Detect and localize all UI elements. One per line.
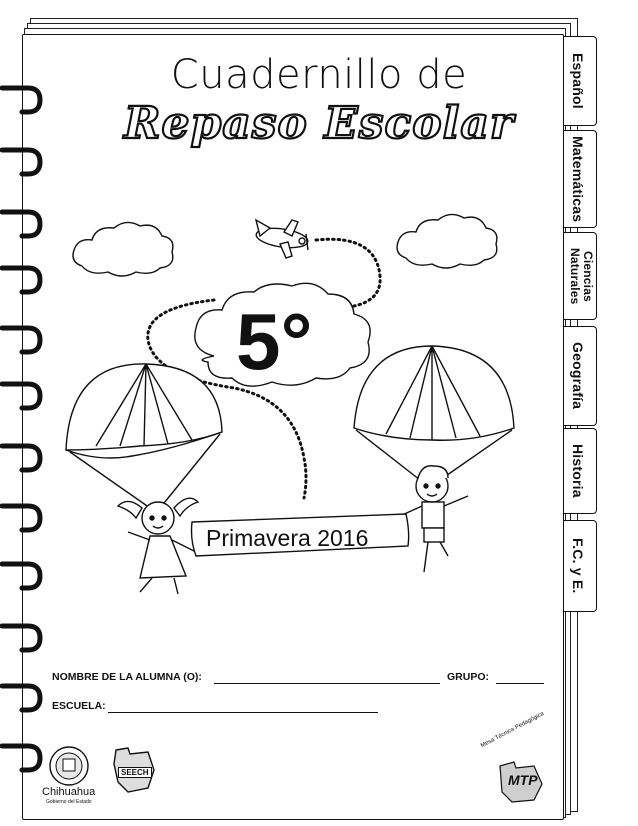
group-field[interactable]: [496, 683, 544, 684]
group-label: GRUPO:: [447, 671, 489, 683]
title-line2: Repaso Escolar: [123, 98, 515, 149]
cloud-right: [397, 214, 497, 268]
parachute-right: [354, 346, 514, 480]
grade-number: 5°: [236, 297, 313, 386]
chihuahua-logo-subtext: Gobierno del Estado: [46, 799, 92, 805]
tab-matematicas[interactable]: Matemáticas: [560, 130, 597, 228]
tab-ciencias-naturales[interactable]: Ciencias Naturales: [560, 232, 597, 320]
name-label: NOMBRE DE LA ALUMNA (O):: [52, 671, 202, 683]
tab-fcye[interactable]: F.C. y E.: [560, 520, 597, 612]
chihuahua-logo-text: Chihuahua: [42, 786, 96, 798]
girl-figure: [118, 498, 198, 594]
tab-espanol[interactable]: Español: [560, 36, 597, 126]
cloud-left: [73, 222, 173, 276]
tab-historia[interactable]: Historia: [560, 428, 597, 514]
mtp-logo-text: MTP: [508, 772, 538, 788]
banner-text: Primavera 2016: [206, 525, 369, 551]
seech-logo-text: SEECH: [118, 767, 152, 778]
school-label: ESCUELA:: [52, 700, 106, 712]
tab-geografia[interactable]: Geografía: [560, 326, 597, 426]
airplane: [255, 220, 309, 258]
title-line1: Cuadernillo de: [170, 52, 468, 98]
parachute-left: [66, 364, 222, 508]
chihuahua-logo: [44, 744, 94, 788]
name-field[interactable]: [214, 683, 440, 684]
school-field[interactable]: [108, 712, 378, 713]
boy-figure: [400, 466, 468, 572]
mtp-logo-arc-text: Mesa Técnica Pedagógica: [480, 710, 546, 750]
